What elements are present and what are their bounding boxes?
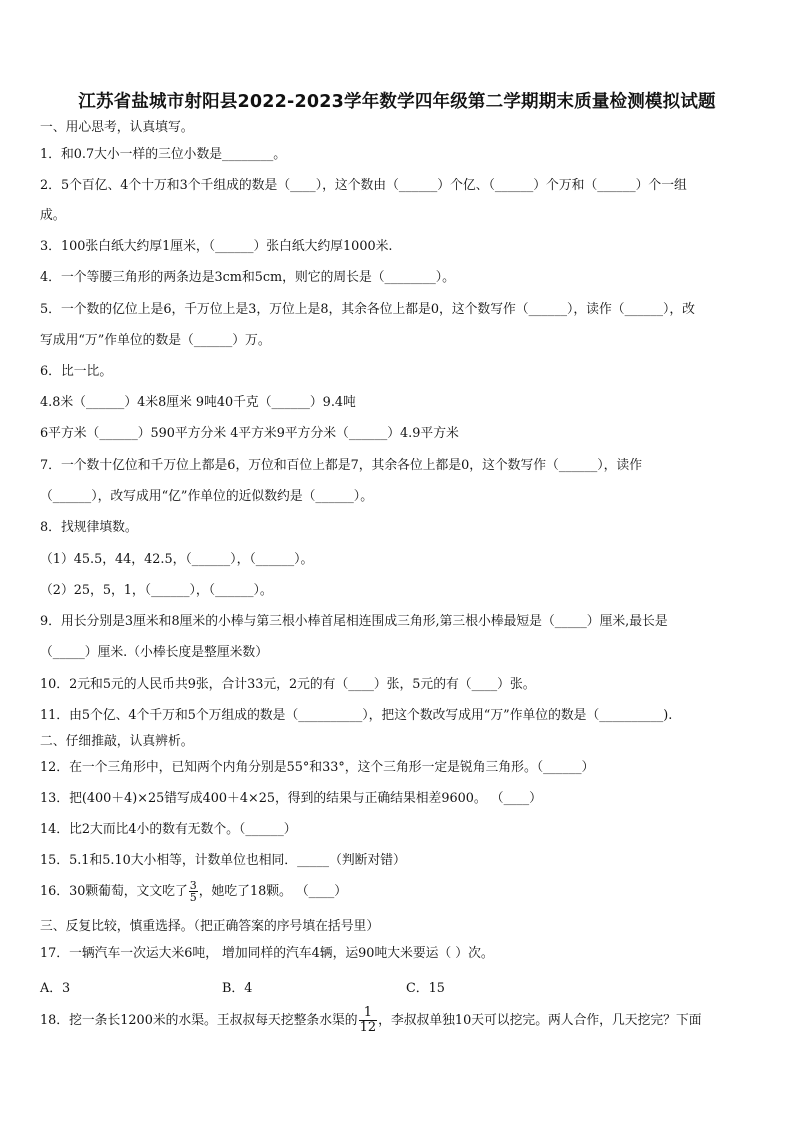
question-16-text: 16．30颗葡萄，文文吃了 [40,884,188,899]
question-3: 3．100张白纸大约厚1厘米，（______）张白纸大约厚1000米. [40,239,393,254]
question-18-text-end: ，李叔叔单独10天可以挖完。两人合作，几天挖完？下面 [378,1013,702,1028]
question-9-line-1: 9．用长分别是3厘米和8厘米的小棒与第三根小棒首尾相连围成三角形,第三根小棒最短是（_____）厘米,最长是 [40,614,668,629]
page-title: 江苏省盐城市射阳县2022-2023学年数学四年级第二学期期末质量检测模拟试题 [78,92,716,112]
question-10: 10．2元和5元的人民币共9张，合计33元，2元的有（____）张，5元的有（____）张。 [40,677,536,692]
question-2-line-2: 成。 [40,208,66,223]
section-1-heading: 一、用心思考，认真填写。 [40,120,194,135]
question-8-part-1: （1）45.5，44，42.5，（______），（______）。 [40,552,314,567]
question-15: 15．5.1和5.10大小相等，计数单位也相同．_____（判断对错） [40,853,406,868]
question-8: 8．找规律填数。 [40,520,138,535]
question-5-line-1: 5．一个数的亿位上是6，千万位上是3，万位上是8，其余各位上都是0，这个数写作（______），读作（______），改 [40,302,695,317]
question-5-line-2: 写成用“万”作单位的数是（______）万。 [40,333,271,348]
fraction-three-fifths [189,880,198,903]
question-6-row-1: 4.8米（______）4米8厘米 9吨40千克（______）9.4吨 [40,395,356,410]
question-17-option-c: C．15 [406,981,445,996]
question-17-option-a: A．3 [40,981,71,996]
question-6-row-2: 6平方米（______）590平方分米 4平方米9平方分米（______）4.9平方米 [40,426,459,441]
question-7-line-2: （______），改写成用“亿”作单位的近似数约是（______）。 [40,489,374,504]
question-7-line-1: 7．一个数十亿位和千万位上都是6，万位和百位上都是7，其余各位上都是0，这个数写作（______），读作 [40,458,643,473]
section-2-heading: 二、仔细推敲，认真辨析。 [40,734,194,749]
fraction-one-twelfth [359,1006,378,1035]
question-13: 13．把(400＋4)×25错写成400＋4×25，得到的结果与正确结果相差9600。 （____） [40,791,542,806]
question-11: 11．由5个亿、4个千万和5个万组成的数是（__________），把这个数改写成用“万”作单位的数是（__________). [40,708,673,723]
question-14: 14．比2大而比4小的数有无数个。（______） [40,822,297,837]
fraction-denominator: 12 [359,1020,377,1035]
question-4: 4．一个等腰三角形的两条边是3cm和5cm，则它的周长是（________）。 [40,270,455,285]
fraction-numerator: 3 [189,879,197,892]
question-16 [40,880,347,904]
question-2-line-1: 2．5个百亿、4个十万和3个千组成的数是（____），这个数由（______）个亿、（______）个万和（______）个一组 [40,178,687,193]
question-9-line-2: （_____）厘米.（小棒长度是整厘米数） [40,645,269,660]
question-16-text-end: ，她吃了18颗。 （____） [198,884,348,899]
question-1: 1．和0.7大小一样的三位小数是________。 [40,147,287,162]
question-8-part-2: （2）25，5，1，（______），（______）。 [40,583,273,598]
question-17-option-b: B．4 [222,981,253,996]
section-3-heading: 三、反复比较，慎重选择。（把正确答案的序号填在括号里） [40,919,380,934]
question-12: 12．在一个三角形中，已知两个内角分别是55°和33°，这个三角形一定是锐角三角形。（______） [40,760,595,775]
question-17: 17．一辆汽车一次运大米6吨， 增加同样的汽车4辆，运90吨大米要运（ ）次。 [40,946,494,961]
fraction-numerator: 1 [359,1006,378,1021]
question-18-text: 18．挖一条长1200米的水渠。王叔叔每天挖整条水渠的 [40,1013,358,1028]
fraction-denominator: 5 [189,891,197,904]
question-18 [40,1006,702,1036]
question-6: 6．比一比。 [40,364,113,379]
